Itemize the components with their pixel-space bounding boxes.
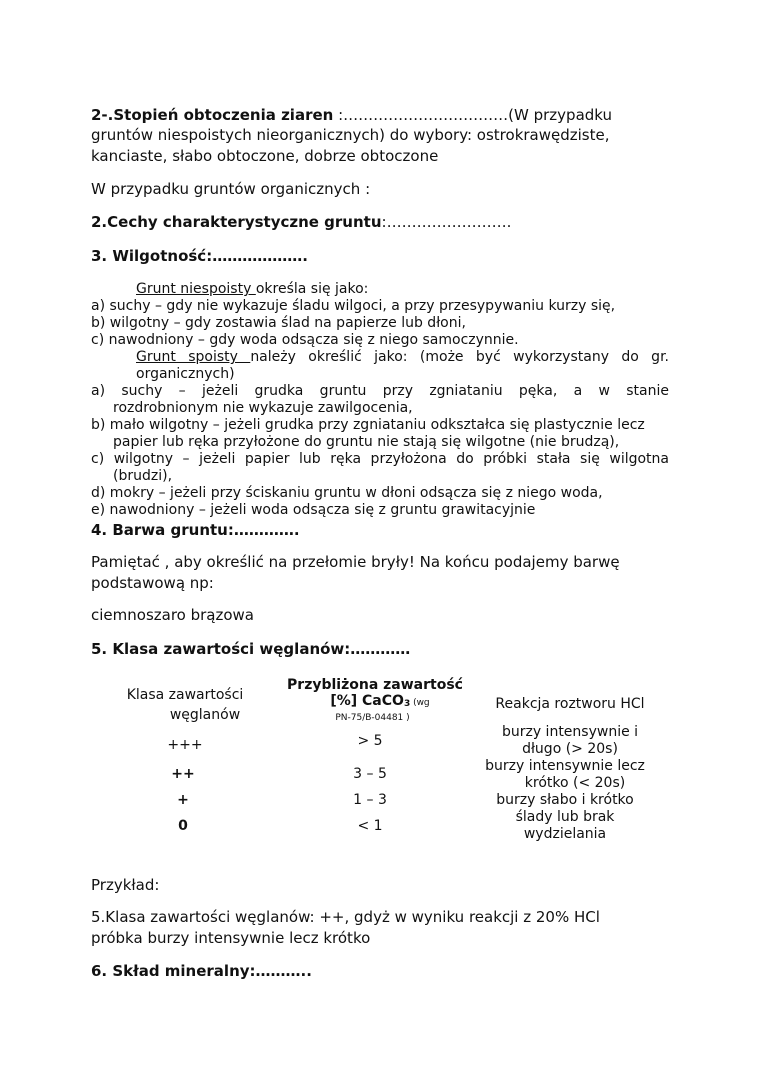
- intro-text: organicznych): [136, 366, 235, 382]
- list-item: a) suchy – jeżeli grudka gruntu przy zgniataniu pęka, a w stanie: [91, 383, 669, 399]
- header-text: (wg: [410, 698, 430, 708]
- header-content: Przybliżona zawartość: [287, 677, 463, 693]
- heading-3-moisture: 3. Wilgotność:……………….: [91, 247, 308, 265]
- subscript: 3: [403, 699, 411, 709]
- list-item: d) mokry – jeżeli przy ściskaniu gruntu w dłoni odsącza się z niego woda,: [91, 485, 603, 501]
- color-example: ciemnoszaro brązowa: [91, 606, 254, 624]
- cell-reaction: burzy intensywnie lecz: [485, 758, 645, 774]
- list-item-continued: rozdrobnionym nie wykazuje zawilgocenia,: [113, 400, 413, 416]
- heading-title: .Stopień obtoczenia ziaren: [107, 106, 334, 124]
- cell-reaction: burzy słabo i krótko: [496, 792, 634, 808]
- heading-5-carbonates: 5. Klasa zawartości węglanów:…………: [91, 640, 411, 658]
- fill-dots: :…………………….: [381, 213, 512, 231]
- intro-text: należy określić jako: (może być wykorzystany do gr.: [250, 349, 669, 365]
- paragraph-line: Pamiętać , aby określić na przełomie bryły! Na końcu podajemy barwę: [91, 553, 620, 571]
- cell-reaction: ślady lub brak: [515, 809, 615, 825]
- heading-2-grain-rounding: [91, 106, 612, 124]
- list-item: e) nawodniony – jeżeli woda odsącza się z gruntu grawitacyjnie: [91, 502, 536, 518]
- underlined-term: Grunt niespoisty: [136, 281, 256, 297]
- header-standard: PN-75/B-04481 ): [335, 713, 410, 723]
- heading-tail: (W przypadku: [508, 106, 613, 124]
- header-reaction: Reakcja roztworu HCl: [495, 696, 645, 712]
- cell-content: 1 – 3: [353, 792, 387, 808]
- cell-class: ++: [171, 766, 195, 782]
- cell-reaction: burzy intensywnie i: [501, 724, 639, 740]
- cell-content: < 1: [357, 818, 383, 834]
- header-class: węglanów: [169, 707, 241, 723]
- cell-reaction: długo (> 20s): [522, 741, 618, 757]
- cell-reaction: krótko (< 20s): [524, 775, 626, 791]
- paragraph-line: podstawową np:: [91, 574, 214, 592]
- heading-6-mineral: 6. Skład mineralny:………..: [91, 962, 312, 980]
- paragraph-organic: W przypadku gruntów organicznych :: [91, 180, 371, 198]
- cell-content: > 5: [357, 733, 383, 749]
- paragraph-line: kanciaste, słabo obtoczone, dobrze obtoczone: [91, 147, 439, 165]
- list-item-continued: papier lub ręka przyłożone do gruntu nie stają się wilgotne (nie brudzą),: [113, 434, 620, 450]
- cell-reaction: wydzielania: [523, 826, 607, 842]
- example-label: Przykład:: [91, 876, 160, 894]
- cell-class: 0: [178, 818, 188, 834]
- cell-content: 3 – 5: [353, 766, 387, 782]
- list-item: b) wilgotny – gdy zostawia ślad na papierze lub dłoni,: [91, 315, 466, 331]
- header-text: [%] CaCO: [330, 693, 404, 709]
- cohesive-intro: [136, 349, 669, 366]
- underlined-term: Grunt spoisty: [136, 349, 251, 365]
- paragraph-line: gruntów niespoistych nieorganicznych) do wybory: ostrokrawędziste,: [91, 126, 610, 144]
- heading-4-color: 4. Barwa gruntu:………….: [91, 521, 300, 539]
- intro-text: określa się jako:: [255, 281, 369, 297]
- heading-title: 2.Cechy charakterystyczne gruntu: [91, 213, 382, 231]
- noncohesive-intro: [136, 281, 368, 298]
- example-line: 5.Klasa zawartości węglanów: ++, gdyż w wyniku reakcji z 20% HCl: [91, 908, 600, 926]
- fill-dots: :……………………………: [333, 106, 509, 124]
- heading-2-characteristics: [91, 213, 511, 231]
- header-class: Klasa zawartości: [126, 687, 244, 703]
- list-item-continued: (brudzi),: [113, 468, 173, 484]
- list-item: b) mało wilgotny – jeżeli grudka przy zgniataniu odkształca się plastycznie lecz: [91, 417, 645, 433]
- example-line: próbka burzy intensywnie lecz krótko: [91, 929, 371, 947]
- heading-number: 2-: [91, 106, 108, 124]
- list-item: c) nawodniony – gdy woda odsącza się z niego samoczynnie.: [91, 332, 519, 348]
- list-item: a) suchy – gdy nie wykazuje śladu wilgoci, a przy przesypywaniu kurzy się,: [91, 298, 616, 314]
- cell-class: +++: [167, 737, 203, 753]
- cell-class: +: [177, 792, 189, 808]
- list-item: c) wilgotny – jeżeli papier lub ręka przyłożona do próbki stała się wilgotna: [91, 451, 669, 467]
